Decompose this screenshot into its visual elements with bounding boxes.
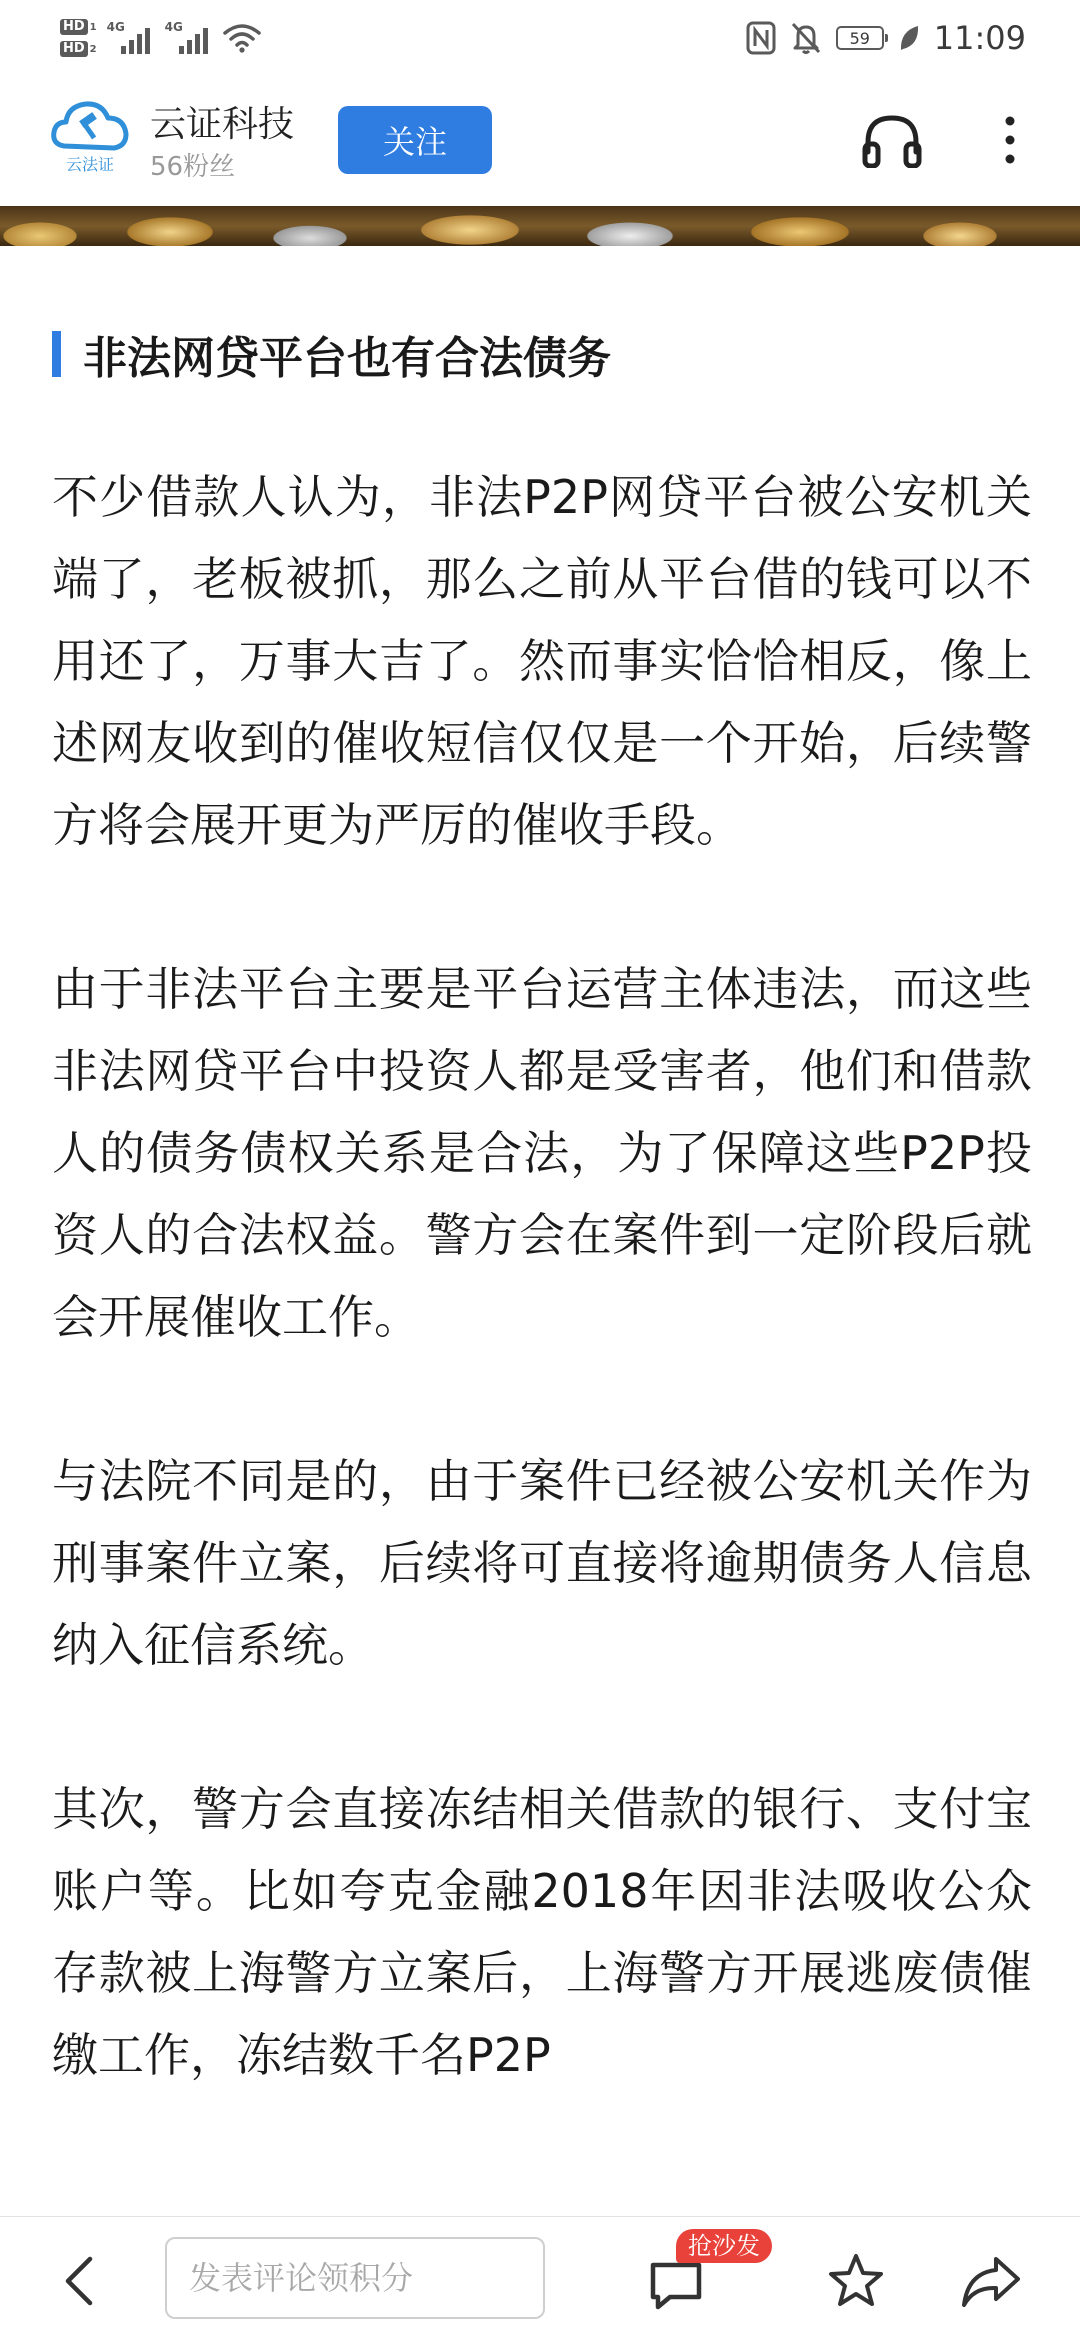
heading-accent-bar [52,331,61,377]
paragraph-3: 与法院不同是的，由于案件已经被公安机关作为刑事案件立案，后续将可直接将逾期债务人信息纳入征信系统。 [52,1454,1032,1672]
star-icon[interactable] [826,2251,886,2311]
hd1-sub: 1 [89,21,97,33]
article-cover-image [0,206,1080,246]
account-logo[interactable] [50,94,130,180]
hd1-indicator [60,19,97,35]
account-header [0,72,1080,206]
status-time: 11:09 [933,19,1026,57]
hd-indicators [60,19,97,57]
account-name[interactable]: 云证科技 [150,104,295,145]
bell-muted-icon [790,21,822,55]
sim2-network: 4G [164,20,183,34]
account-fans: 56粉丝 [150,152,236,182]
battery-icon [836,26,884,50]
sim1-network: 4G [106,20,125,34]
comment-icon[interactable] [648,2257,704,2313]
status-left [60,8,261,68]
article-paragraphs [52,456,1032,2178]
logo-text: 云法证 [65,155,115,174]
hd1-label: HD [60,19,88,35]
battery-level: 59 [849,28,870,48]
bottom-action-bar [0,2216,1080,2341]
leaf-icon [898,23,920,53]
headphone-icon[interactable] [862,112,922,168]
sofa-badge[interactable]: 抢沙发 [676,2229,772,2263]
signal-icon [165,20,213,56]
back-arrow-icon[interactable] [60,2253,100,2309]
more-vertical-icon[interactable] [995,114,1025,166]
paragraph-4: 其次，警方会直接冻结相关借款的银行、支付宝账户等。比如夸克金融2018年因非法吸收公众存款被上海警方立案后，上海警方开展逃废债催缴工作，冻结数千名P2P [52,1782,1032,2082]
follow-button[interactable]: 关注 [338,106,492,174]
hd2-sub: 2 [89,43,97,55]
hd2-indicator [60,41,97,57]
nfc-icon [746,21,776,55]
paragraph-2: 由于非法平台主要是平台运营主体违法，而这些非法网贷平台中投资人都是受害者，他们和借款人的债务债权关系是合法，为了保障这些P2P投资人的合法权益。警方会在案件到一定阶段后就会开展催收工作。 [52,962,1032,1344]
article-body [0,246,1080,2216]
share-icon[interactable] [960,2255,1022,2309]
section-heading [52,322,611,386]
status-bar [0,0,1080,72]
signal-icon [107,20,155,56]
comment-input[interactable] [165,2237,545,2319]
heading-text: 非法网贷平台也有合法债务 [83,333,611,384]
wifi-icon [223,23,261,53]
hd2-label: HD [60,41,88,57]
paragraph-1: 不少借款人认为，非法P2P网贷平台被公安机关端了，老板被抓，那么之前从平台借的钱可以不用还了，万事大吉了。然而事实恰恰相反，像上述网友收到的催收短信仅仅是一个开始，后续警方将会展开更为严厉的催收手段。 [52,470,1032,852]
status-right [746,8,1026,68]
